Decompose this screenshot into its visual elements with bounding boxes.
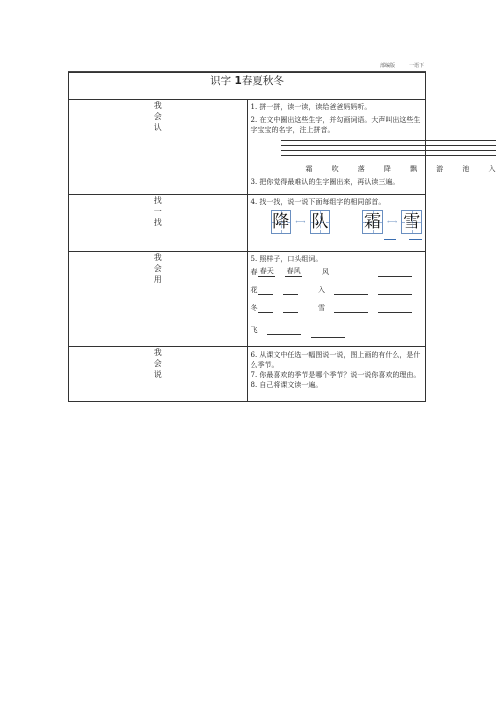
char-item: 入 — [488, 165, 496, 173]
word-blank[interactable] — [267, 325, 301, 335]
char-item: 落 — [357, 165, 365, 173]
worksheet-title — [69, 73, 426, 100]
word-blank[interactable] — [334, 285, 368, 295]
task-8: 8. 自己将课文读一遍。 — [250, 381, 323, 389]
word-blank[interactable] — [378, 303, 412, 313]
task-7: 7. 你最喜欢的季节是哪个季节？说一说你喜欢的理由。 — [250, 371, 421, 379]
word-char: 雪 — [317, 304, 325, 312]
answer-blank[interactable] — [384, 237, 397, 240]
double-arrow-icon: ⟷ — [387, 218, 398, 226]
use-label-text: 我会用 — [153, 253, 162, 284]
section-label-speak — [69, 347, 248, 402]
worksheet-table — [68, 72, 496, 402]
title-name: 春夏秋冬 — [241, 75, 284, 87]
tian-grid-box — [362, 210, 383, 234]
section-label-recognize — [69, 100, 248, 195]
radical-answer-lines[interactable] — [384, 237, 423, 240]
answer-blank[interactable] — [409, 237, 422, 240]
char-item: 游 — [436, 165, 444, 173]
char-item: 降 — [383, 165, 391, 173]
word-blank[interactable] — [334, 303, 368, 313]
example-word: 春天 — [259, 267, 274, 275]
word-char: 花 — [250, 286, 258, 294]
char-item: 飘 — [410, 165, 418, 173]
section-label-find — [69, 195, 248, 252]
pinyin-writing-lines[interactable] — [281, 140, 496, 160]
word-blank[interactable] — [283, 303, 298, 313]
word-blank[interactable] — [378, 267, 412, 277]
word-row — [251, 313, 423, 335]
word-char: 风 — [322, 268, 329, 276]
example-word: 春风 — [286, 267, 301, 275]
char-item: 池 — [462, 165, 470, 173]
task-2: 2. 在文中圈出这些生字，并勾画词语。大声叫出这些生字宝宝的名字，注上拼音。 — [250, 116, 421, 134]
word-row — [251, 264, 423, 277]
word-char: 冬 — [250, 304, 258, 312]
section-label-use — [69, 252, 248, 347]
word-row — [251, 295, 423, 313]
word-blank[interactable] — [258, 285, 273, 295]
tian-grid-box — [401, 210, 422, 234]
word-char: 飞 — [250, 326, 258, 334]
task-5: 5. 照样子，口头组词。 — [250, 255, 323, 263]
find-label-text: 找一找 — [153, 196, 162, 227]
double-arrow-icon: ⟷ — [295, 218, 306, 226]
section-use — [247, 252, 426, 347]
tian-grid-box — [310, 210, 331, 234]
grade-label: 一语下 — [409, 63, 425, 69]
word-char: 入 — [317, 286, 325, 294]
char-item: 霜 — [305, 165, 313, 173]
new-characters — [306, 164, 496, 174]
task-3: 3. 把你觉得最难认的生字圈出来，再认读三遍。 — [250, 178, 400, 186]
title-prefix: 识字 — [210, 75, 235, 87]
word-row — [251, 277, 423, 295]
grid-char: 雪 — [403, 212, 421, 232]
task-6: 6. 从课文中任选一幅图说一说，图上画的有什么，是什么季节。 — [250, 351, 421, 369]
page-header — [380, 62, 438, 69]
title-number: 1 — [234, 75, 242, 87]
section-recognize — [247, 100, 496, 195]
task-1: 1. 拼一拼，读一读，读给爸爸妈妈听。 — [250, 103, 372, 111]
word-char: 春 — [250, 268, 258, 276]
grid-char: 队 — [311, 212, 329, 232]
grid-char: 降 — [272, 212, 290, 232]
recognize-label-text: 我会认 — [153, 101, 162, 132]
edition-label: 部编版 — [380, 63, 396, 69]
word-blank[interactable] — [311, 328, 345, 338]
tian-grid-box — [271, 210, 292, 234]
section-speak — [247, 347, 426, 402]
speak-label-text: 我会说 — [153, 348, 162, 379]
radical-groups — [271, 210, 423, 234]
char-item: 吹 — [331, 165, 339, 173]
grid-char: 霜 — [364, 212, 382, 232]
word-blank[interactable] — [378, 285, 412, 295]
word-blank[interactable] — [283, 285, 298, 295]
word-blank[interactable] — [258, 303, 273, 313]
section-find — [247, 195, 426, 252]
task-4: 4. 找一找，说一说下面每组字的相同部首。 — [250, 198, 386, 206]
